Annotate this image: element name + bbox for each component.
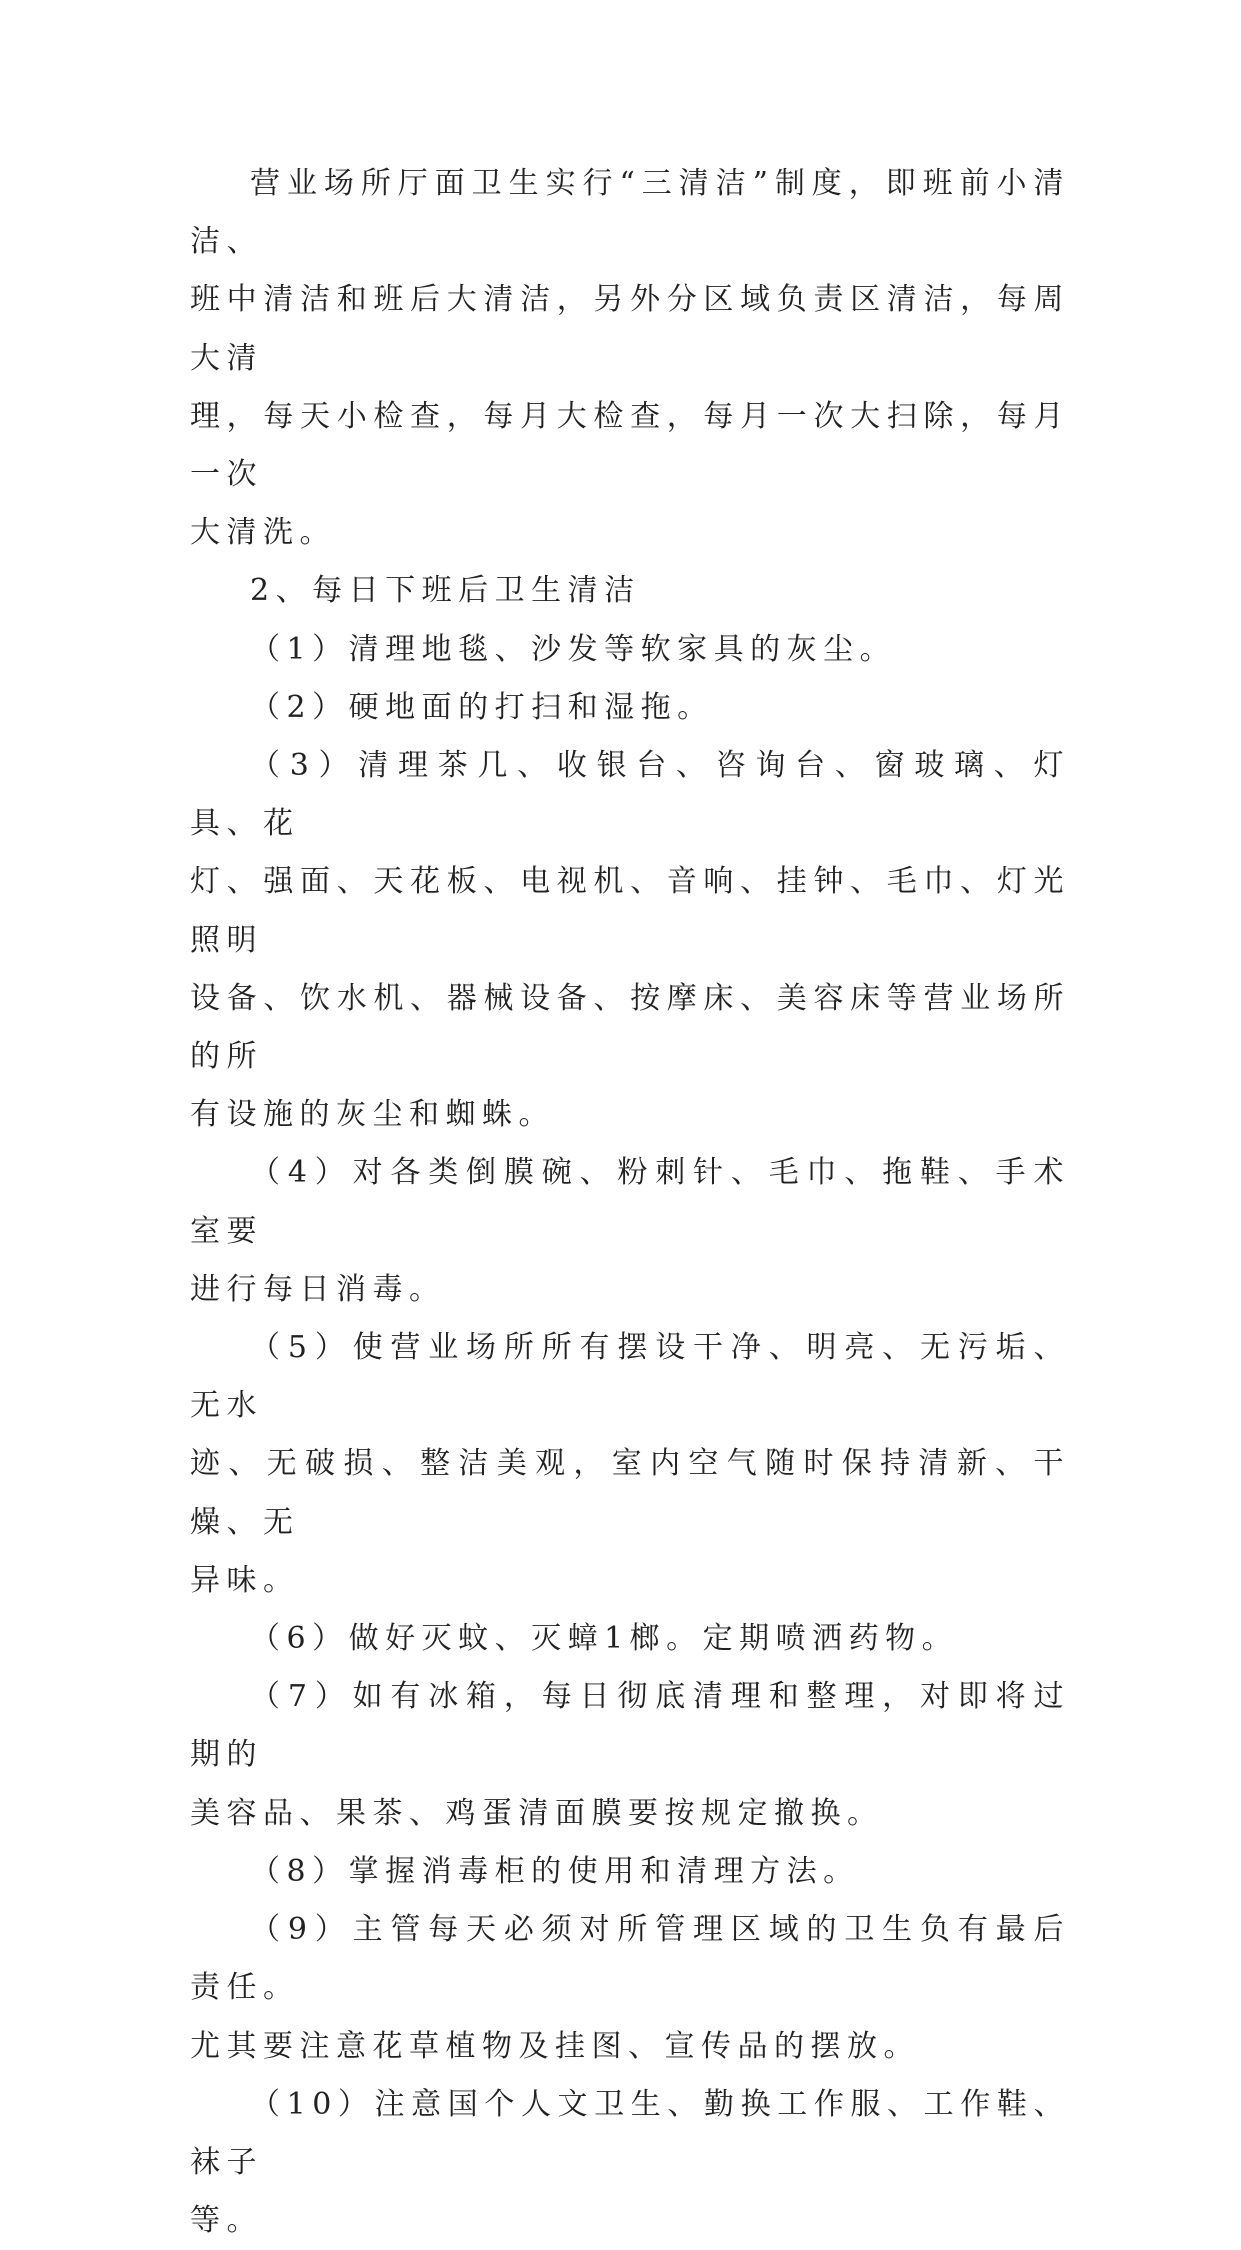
paragraph-sanitation-system: 营业场所厅面卫生实行“三清洁”制度，即班前小清洁、 班中清洁和班后大清洁，另外分区域负责区清洁，每周大清 理，每天小检查，每月大检查，每月一次大扫除，每月一次 大清洗。 [190,166,1070,551]
list-item-9: （9）主管每天必须对所管理区域的卫生负有最后责任。 尤其要注意花草植物及挂图、宣传品的摆放。 [190,1912,1070,2064]
list-item-7: （7）如有冰箱，每日彻底清理和整理，对即将过期的 美容品、果茶、鸡蛋清面膜要按规定撤换。 [190,1679,1070,1831]
section-heading-daily-cleaning: 2、每日下班后卫生清洁 [250,573,641,609]
list-item-3: （3）清理茶几、收银台、咨询台、窗玻璃、灯具、花 灯、强面、天花板、电视机、音响、挂钟、毛巾、灯光照明 设备、饮水机、器械设备、按摩床、美容床等营业场所的所 有设施的灰尘和蜘蛛。 [190,748,1070,1133]
list-item-10: （10）注意国个人文卫生、勤换工作服、工作鞋、袜子 等。 [190,2086,1070,2239]
document-body [190,155,1070,2250]
list-item-4: （4）对各类倒膜碗、粉刺针、毛巾、拖鞋、手术室要 进行每日消毒。 [190,1155,1070,1307]
list-item-6: （6）做好灭蚊、灭蟑1榔。定期喷洒药物。 [250,1621,959,1657]
list-item-1: （1）清理地毯、沙发等软家具的灰尘。 [250,631,897,667]
list-item-8: （8）掌握消毒柜的使用和清理方法。 [250,1853,860,1889]
list-item-2: （2）硬地面的打扫和湿拖。 [250,689,714,725]
list-item-5: （5）使营业场所所有摆设干净、明亮、无污垢、无水 迹、无破损、整洁美观，室内空气随时保持清新、干燥、无 异味。 [190,1330,1070,1598]
